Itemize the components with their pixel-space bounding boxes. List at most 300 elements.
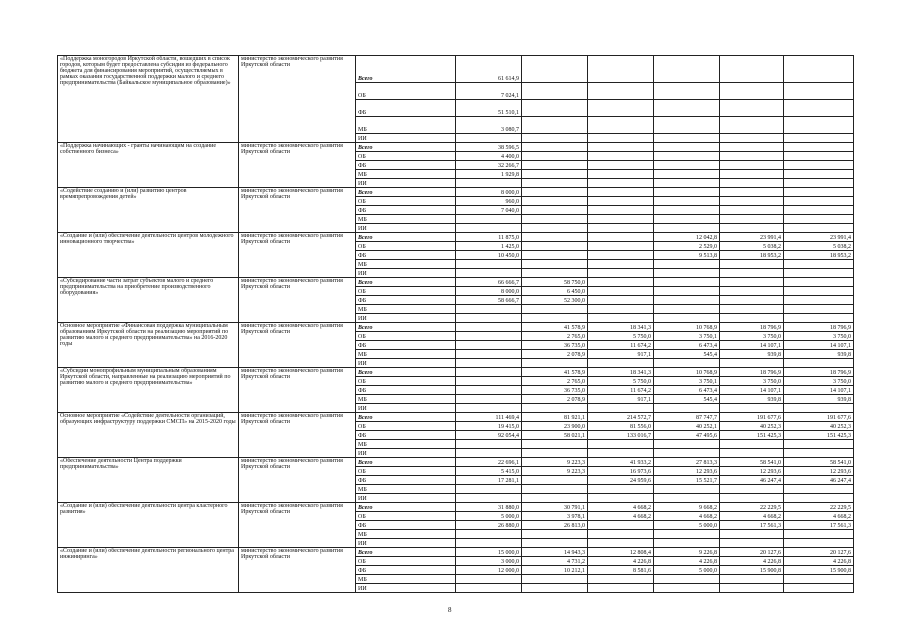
amount-cell: 12 293,6 xyxy=(784,467,854,476)
amount-cell xyxy=(588,117,654,134)
amount-cell: 22 229,5 xyxy=(720,503,784,512)
amount-cell: 9 223,3 xyxy=(522,458,588,467)
amount-cell: 41 933,2 xyxy=(588,458,654,467)
amount-cell xyxy=(720,575,784,584)
amount-cell xyxy=(784,485,854,494)
amount-cell: 4 226,8 xyxy=(654,557,720,566)
amount-cell xyxy=(456,530,522,539)
funding-source-cell: ИИ xyxy=(356,224,456,233)
responsible-org-cell: министерство экономического развития Иркутской области xyxy=(239,278,356,323)
amount-cell: 40 252,3 xyxy=(720,422,784,431)
amount-cell xyxy=(720,404,784,413)
amount-cell: 17 281,1 xyxy=(456,476,522,485)
amount-cell xyxy=(784,404,854,413)
amount-cell: 14 107,1 xyxy=(720,341,784,350)
amount-cell: 9 223,3 xyxy=(522,467,588,476)
amount-cell xyxy=(522,100,588,117)
funding-source-cell: МБ xyxy=(356,117,456,134)
amount-cell: 26 880,0 xyxy=(456,521,522,530)
funding-source-cell: Всего xyxy=(356,548,456,557)
amount-cell: 18 953,2 xyxy=(784,251,854,260)
amount-cell xyxy=(522,188,588,197)
amount-cell xyxy=(784,56,854,83)
amount-cell: 939,8 xyxy=(720,395,784,404)
amount-cell xyxy=(456,215,522,224)
amount-cell xyxy=(522,539,588,548)
amount-cell: 52 300,0 xyxy=(522,296,588,305)
amount-cell xyxy=(588,359,654,368)
funding-source-cell: ФБ xyxy=(356,206,456,215)
amount-cell: 15 900,8 xyxy=(784,566,854,575)
amount-cell xyxy=(784,206,854,215)
funding-source-cell: Всего xyxy=(356,323,456,332)
amount-cell: 960,0 xyxy=(456,197,522,206)
amount-cell: 2 078,9 xyxy=(522,350,588,359)
funding-source-cell: ОБ xyxy=(356,332,456,341)
amount-cell: 5 000,0 xyxy=(654,566,720,575)
amount-cell: 3 750,1 xyxy=(654,332,720,341)
amount-cell: 18 796,9 xyxy=(720,323,784,332)
amount-cell xyxy=(588,269,654,278)
table-row xyxy=(58,503,854,512)
amount-cell xyxy=(456,341,522,350)
amount-cell: 545,4 xyxy=(654,395,720,404)
amount-cell: 12 293,6 xyxy=(654,467,720,476)
funding-source-cell: МБ xyxy=(356,575,456,584)
amount-cell xyxy=(588,305,654,314)
table-row xyxy=(58,188,854,197)
amount-cell: 4 226,8 xyxy=(588,557,654,566)
amount-cell: 17 561,3 xyxy=(720,521,784,530)
amount-cell: 1 929,8 xyxy=(456,170,522,179)
amount-cell: 58 541,0 xyxy=(720,458,784,467)
amount-cell: 12 808,4 xyxy=(588,548,654,557)
amount-cell xyxy=(456,539,522,548)
amount-cell xyxy=(720,152,784,161)
amount-cell: 917,1 xyxy=(588,350,654,359)
amount-cell: 10 450,0 xyxy=(456,251,522,260)
amount-cell xyxy=(784,359,854,368)
measure-name-cell: «Субсидирование части затрат субъектов малого и среднего предпринимательства на приобретение производственного оборудования» xyxy=(58,278,239,323)
amount-cell: 3 080,7 xyxy=(456,117,522,134)
amount-cell: 151 425,3 xyxy=(720,431,784,440)
amount-cell: 939,8 xyxy=(720,350,784,359)
amount-cell: 6 473,4 xyxy=(654,386,720,395)
amount-cell xyxy=(456,404,522,413)
amount-cell xyxy=(784,278,854,287)
amount-cell xyxy=(588,179,654,188)
amount-cell xyxy=(784,494,854,503)
funding-source-cell: МБ xyxy=(356,530,456,539)
table-row xyxy=(58,278,854,287)
responsible-org-cell: министерство экономического развития Иркутской области xyxy=(239,548,356,593)
amount-cell xyxy=(654,449,720,458)
amount-cell: 3 750,0 xyxy=(784,377,854,386)
amount-cell xyxy=(784,449,854,458)
amount-cell: 41 578,9 xyxy=(522,323,588,332)
funding-source-cell: ФБ xyxy=(356,431,456,440)
amount-cell xyxy=(522,83,588,100)
funding-source-cell: Всего xyxy=(356,278,456,287)
amount-cell: 32 266,7 xyxy=(456,161,522,170)
amount-cell xyxy=(654,530,720,539)
amount-cell xyxy=(720,117,784,134)
amount-cell xyxy=(784,224,854,233)
amount-cell: 1 425,0 xyxy=(456,242,522,251)
funding-source-cell: Всего xyxy=(356,368,456,377)
amount-cell xyxy=(784,440,854,449)
amount-cell xyxy=(720,269,784,278)
amount-cell xyxy=(456,332,522,341)
amount-cell xyxy=(784,83,854,100)
amount-cell: 22 229,5 xyxy=(784,503,854,512)
amount-cell xyxy=(720,440,784,449)
amount-cell: 16 973,6 xyxy=(588,467,654,476)
amount-cell xyxy=(654,440,720,449)
amount-cell: 151 425,3 xyxy=(784,431,854,440)
amount-cell xyxy=(522,305,588,314)
amount-cell xyxy=(588,215,654,224)
amount-cell xyxy=(654,134,720,143)
amount-cell: 3 750,0 xyxy=(720,332,784,341)
amount-cell: 4 668,2 xyxy=(588,503,654,512)
amount-cell xyxy=(720,305,784,314)
amount-cell: 11 674,2 xyxy=(588,341,654,350)
amount-cell xyxy=(784,530,854,539)
amount-cell xyxy=(456,440,522,449)
amount-cell xyxy=(720,584,784,593)
amount-cell: 18 796,9 xyxy=(720,368,784,377)
amount-cell: 14 107,1 xyxy=(720,386,784,395)
amount-cell xyxy=(588,521,654,530)
amount-cell xyxy=(654,179,720,188)
amount-cell: 6 450,0 xyxy=(522,287,588,296)
amount-cell xyxy=(720,215,784,224)
amount-cell xyxy=(456,485,522,494)
amount-cell xyxy=(522,197,588,206)
funding-source-cell: МБ xyxy=(356,305,456,314)
amount-cell xyxy=(784,100,854,117)
amount-cell: 133 016,7 xyxy=(588,431,654,440)
amount-cell: 18 341,3 xyxy=(588,368,654,377)
funding-source-cell: МБ xyxy=(356,440,456,449)
measure-name-cell: «Создание и (или) обеспечение деятельности регионального центра инжиниринга» xyxy=(58,548,239,593)
amount-cell xyxy=(720,224,784,233)
amount-cell: 58 021,1 xyxy=(522,431,588,440)
amount-cell: 4 668,2 xyxy=(654,512,720,521)
amount-cell: 9 513,8 xyxy=(654,251,720,260)
amount-cell xyxy=(654,260,720,269)
amount-cell xyxy=(720,179,784,188)
amount-cell xyxy=(654,314,720,323)
funding-source-cell: ФБ xyxy=(356,566,456,575)
amount-cell xyxy=(456,179,522,188)
amount-cell xyxy=(588,485,654,494)
amount-cell xyxy=(588,314,654,323)
amount-cell xyxy=(654,404,720,413)
amount-cell xyxy=(784,179,854,188)
measure-name-cell: Основное мероприятие «Содействие деятельности организаций, образующих инфраструктуру поддержки СМСП» на 2015-2020 годы xyxy=(58,413,239,458)
amount-cell xyxy=(784,305,854,314)
amount-cell xyxy=(588,134,654,143)
funding-source-cell: ФБ xyxy=(356,521,456,530)
amount-cell: 20 127,6 xyxy=(784,548,854,557)
amount-cell: 2 078,9 xyxy=(522,395,588,404)
amount-cell xyxy=(720,485,784,494)
amount-cell xyxy=(588,152,654,161)
amount-cell: 30 791,1 xyxy=(522,503,588,512)
amount-cell xyxy=(522,206,588,215)
funding-source-cell: ИИ xyxy=(356,404,456,413)
amount-cell xyxy=(588,224,654,233)
amount-cell xyxy=(654,215,720,224)
measure-name-cell: «Создание и (или) обеспечение деятельности центров молодежного инновационного творчества» xyxy=(58,233,239,278)
amount-cell xyxy=(720,296,784,305)
amount-cell xyxy=(720,206,784,215)
amount-cell xyxy=(784,117,854,134)
amount-cell: 26 813,0 xyxy=(522,521,588,530)
amount-cell xyxy=(720,143,784,152)
amount-cell: 11 674,2 xyxy=(588,386,654,395)
amount-cell xyxy=(654,485,720,494)
amount-cell xyxy=(720,188,784,197)
funding-source-cell: Всего xyxy=(356,188,456,197)
amount-cell xyxy=(588,296,654,305)
amount-cell: 5 000,0 xyxy=(456,512,522,521)
responsible-org-cell: министерство экономического развития Иркутской области xyxy=(239,233,356,278)
amount-cell xyxy=(784,296,854,305)
measure-name-cell: «Создание и (или) обеспечение деятельности центра кластерного развития» xyxy=(58,503,239,548)
amount-cell xyxy=(522,260,588,269)
amount-cell xyxy=(784,170,854,179)
funding-source-cell: ОБ xyxy=(356,557,456,566)
funding-source-cell: ИИ xyxy=(356,179,456,188)
amount-cell: 3 000,0 xyxy=(456,557,522,566)
amount-cell: 15 000,0 xyxy=(456,548,522,557)
amount-cell xyxy=(522,314,588,323)
amount-cell xyxy=(720,278,784,287)
amount-cell xyxy=(654,100,720,117)
table-row xyxy=(58,368,854,377)
funding-source-cell: Всего xyxy=(356,413,456,422)
amount-cell xyxy=(720,359,784,368)
table-row xyxy=(58,143,854,152)
funding-source-cell: Всего xyxy=(356,458,456,467)
amount-cell: 92 054,4 xyxy=(456,431,522,440)
amount-cell xyxy=(720,197,784,206)
amount-cell xyxy=(784,287,854,296)
amount-cell xyxy=(588,584,654,593)
amount-cell: 40 252,1 xyxy=(654,422,720,431)
amount-cell: 4 668,2 xyxy=(588,512,654,521)
funding-source-cell: ФБ xyxy=(356,386,456,395)
amount-cell xyxy=(654,188,720,197)
amount-cell xyxy=(720,314,784,323)
amount-cell xyxy=(588,206,654,215)
amount-cell xyxy=(522,134,588,143)
amount-cell xyxy=(654,575,720,584)
amount-cell xyxy=(588,100,654,117)
amount-cell xyxy=(456,575,522,584)
funding-source-cell: ОБ xyxy=(356,287,456,296)
funding-source-cell: ИИ xyxy=(356,539,456,548)
amount-cell xyxy=(522,449,588,458)
amount-cell xyxy=(588,242,654,251)
funding-source-cell: ФБ xyxy=(356,161,456,170)
amount-cell xyxy=(456,386,522,395)
amount-cell: 81 556,0 xyxy=(588,422,654,431)
amount-cell: 18 796,9 xyxy=(784,323,854,332)
amount-cell: 2 765,0 xyxy=(522,332,588,341)
amount-cell: 31 880,0 xyxy=(456,503,522,512)
amount-cell xyxy=(654,287,720,296)
table-row xyxy=(58,323,854,332)
amount-cell: 7 024,1 xyxy=(456,83,522,100)
amount-cell xyxy=(588,287,654,296)
amount-cell: 11 875,0 xyxy=(456,233,522,242)
amount-cell xyxy=(654,170,720,179)
funding-source-cell: Всего xyxy=(356,143,456,152)
amount-cell xyxy=(522,170,588,179)
funding-source-cell: ОБ xyxy=(356,422,456,431)
amount-cell xyxy=(784,152,854,161)
amount-cell: 27 813,3 xyxy=(654,458,720,467)
table-row xyxy=(58,233,854,242)
amount-cell xyxy=(784,260,854,269)
amount-cell: 66 666,7 xyxy=(456,278,522,287)
funding-source-cell: ИИ xyxy=(356,269,456,278)
measure-name-cell: «Субсидии монопрофильным муниципальным образованиям Иркутской области, направленные на реализацию мероприятий по развитию малого и среднего предпринимательства» xyxy=(58,368,239,413)
funding-source-cell: ОБ xyxy=(356,242,456,251)
amount-cell xyxy=(784,269,854,278)
amount-cell: 10 212,1 xyxy=(522,566,588,575)
amount-cell: 12 293,6 xyxy=(720,467,784,476)
amount-cell xyxy=(654,584,720,593)
amount-cell: 9 226,8 xyxy=(654,548,720,557)
amount-cell xyxy=(654,296,720,305)
amount-cell xyxy=(456,377,522,386)
amount-cell: 8 000,0 xyxy=(456,287,522,296)
funding-source-cell: ИИ xyxy=(356,449,456,458)
amount-cell: 3 750,0 xyxy=(720,377,784,386)
amount-cell xyxy=(456,269,522,278)
amount-cell xyxy=(522,56,588,83)
amount-cell xyxy=(522,215,588,224)
amount-cell xyxy=(720,100,784,117)
responsible-org-cell: министерство экономического развития Иркутской области xyxy=(239,56,356,143)
amount-cell: 18 953,2 xyxy=(720,251,784,260)
amount-cell xyxy=(522,584,588,593)
amount-cell xyxy=(654,539,720,548)
amount-cell: 19 415,0 xyxy=(456,422,522,431)
amount-cell xyxy=(654,197,720,206)
amount-cell: 12 000,0 xyxy=(456,566,522,575)
measure-name-cell: «Содействие созданию и (или) развитию центров времяпрепровождения детей» xyxy=(58,188,239,233)
amount-cell xyxy=(456,134,522,143)
amount-cell: 5 038,2 xyxy=(784,242,854,251)
amount-cell: 51 510,1 xyxy=(456,100,522,117)
responsible-org-cell: министерство экономического развития Иркутской области xyxy=(239,188,356,233)
amount-cell: 191 677,6 xyxy=(720,413,784,422)
amount-cell xyxy=(654,152,720,161)
amount-cell: 191 677,6 xyxy=(784,413,854,422)
amount-cell xyxy=(720,287,784,296)
amount-cell: 4 668,2 xyxy=(720,512,784,521)
amount-cell: 24 959,6 xyxy=(588,476,654,485)
amount-cell xyxy=(784,134,854,143)
amount-cell: 58 541,0 xyxy=(784,458,854,467)
amount-cell xyxy=(456,395,522,404)
table-row xyxy=(58,413,854,422)
amount-cell xyxy=(784,314,854,323)
table-row xyxy=(58,548,854,557)
amount-cell xyxy=(588,161,654,170)
amount-cell: 3 750,0 xyxy=(784,332,854,341)
amount-cell: 214 572,7 xyxy=(588,413,654,422)
amount-cell xyxy=(588,197,654,206)
funding-source-cell: МБ xyxy=(356,395,456,404)
amount-cell: 58 666,7 xyxy=(456,296,522,305)
amount-cell xyxy=(456,305,522,314)
amount-cell: 5 415,0 xyxy=(456,467,522,476)
amount-cell: 10 768,9 xyxy=(654,368,720,377)
amount-cell xyxy=(784,197,854,206)
amount-cell xyxy=(654,278,720,287)
amount-cell: 8 000,0 xyxy=(456,188,522,197)
amount-cell xyxy=(522,440,588,449)
amount-cell: 41 578,9 xyxy=(522,368,588,377)
amount-cell xyxy=(654,305,720,314)
amount-cell xyxy=(456,350,522,359)
funding-source-cell: ОБ xyxy=(356,197,456,206)
amount-cell xyxy=(456,323,522,332)
amount-cell xyxy=(588,170,654,179)
amount-cell: 917,1 xyxy=(588,395,654,404)
amount-cell: 46 247,4 xyxy=(784,476,854,485)
amount-cell xyxy=(522,404,588,413)
amount-cell: 5 750,0 xyxy=(588,332,654,341)
amount-cell xyxy=(654,56,720,83)
funding-source-cell: ФБ xyxy=(356,341,456,350)
amount-cell: 14 107,1 xyxy=(784,341,854,350)
funding-source-cell: МБ xyxy=(356,260,456,269)
responsible-org-cell: министерство экономического развития Иркутской области xyxy=(239,368,356,413)
amount-cell: 14 943,3 xyxy=(522,548,588,557)
amount-cell: 5 750,0 xyxy=(588,377,654,386)
amount-cell xyxy=(720,161,784,170)
amount-cell xyxy=(784,161,854,170)
responsible-org-cell: министерство экономического развития Иркутской области xyxy=(239,503,356,548)
amount-cell xyxy=(720,134,784,143)
amount-cell xyxy=(784,575,854,584)
amount-cell xyxy=(720,530,784,539)
amount-cell xyxy=(720,83,784,100)
amount-cell xyxy=(456,359,522,368)
amount-cell xyxy=(588,449,654,458)
amount-cell: 47 495,6 xyxy=(654,431,720,440)
amount-cell: 87 747,7 xyxy=(654,413,720,422)
amount-cell xyxy=(522,224,588,233)
amount-cell xyxy=(522,179,588,188)
table-body xyxy=(58,56,854,593)
amount-cell xyxy=(784,215,854,224)
amount-cell xyxy=(654,117,720,134)
funding-table xyxy=(57,55,854,593)
amount-cell xyxy=(588,233,654,242)
funding-source-cell: ИИ xyxy=(356,134,456,143)
amount-cell: 939,8 xyxy=(784,395,854,404)
amount-cell: 38 596,5 xyxy=(456,143,522,152)
